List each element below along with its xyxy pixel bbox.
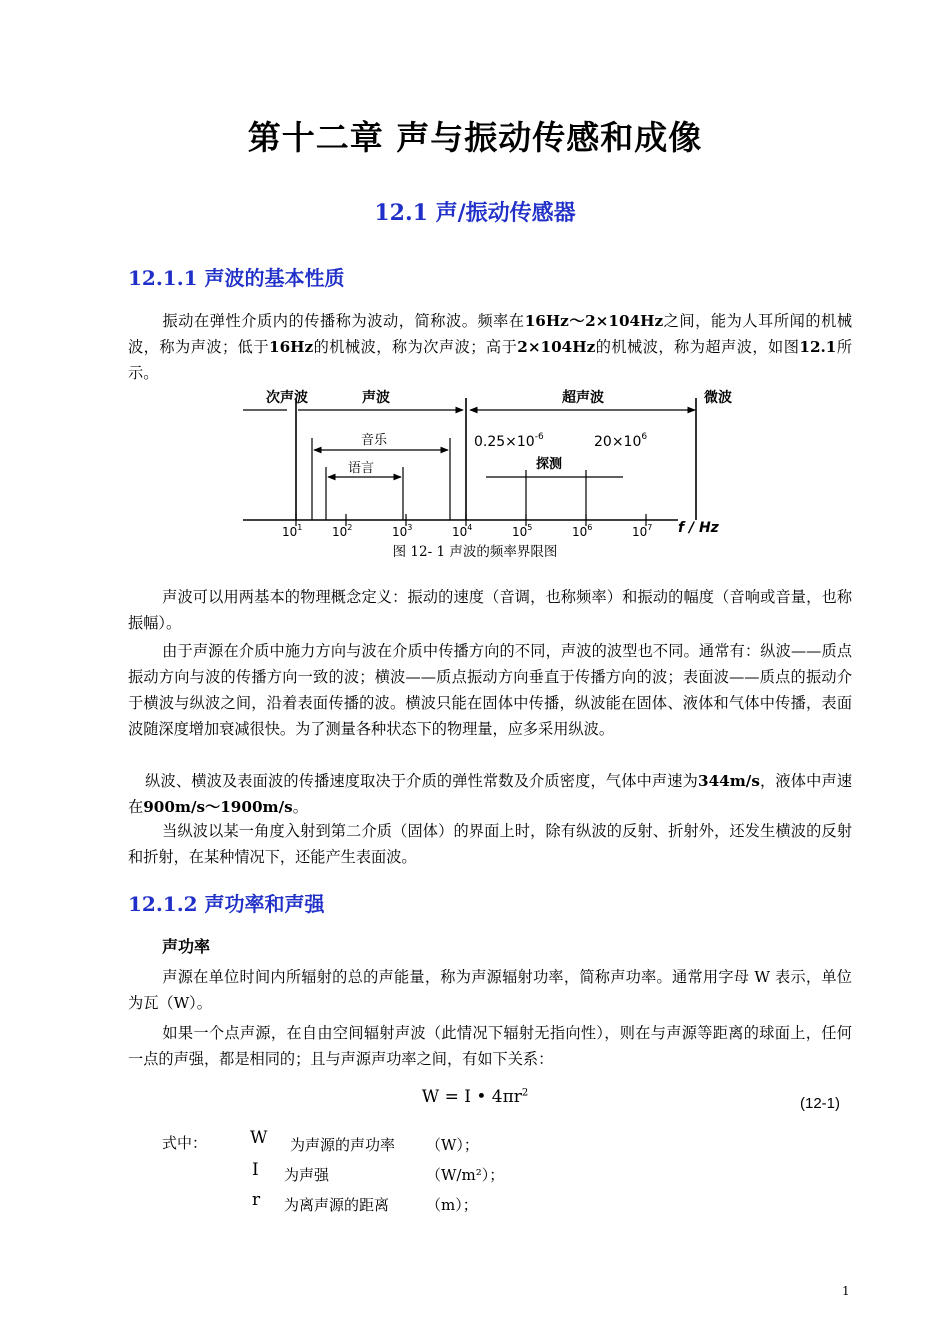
detect-upper-value: $20\times 10^6$ <box>594 432 648 450</box>
detect-lower-value: $0.25\times 10^{-6}$ <box>474 432 544 450</box>
def-symbol-r: r <box>252 1190 261 1210</box>
paragraph-3: 由于声源在介质中施力方向与波在介质中传播方向的不同，声波的波型也不同。通常有：纵波——质点振动方向与波的传播方向一致的波；横波——质点振动方向垂直于传播方向的波；表面波——质点的振动介于横波与纵波之间，沿着表面传播的波。横波只能在固体中传播，纵波能在固体、液体和气体中传播，表面波随深度增加衰减很快。为了测量各种状态下的物理量，应多采用纵波。 <box>128 642 852 738</box>
detect-label: 探测 <box>536 457 563 472</box>
where-label: 式中： <box>162 1134 208 1152</box>
def-symbol-w: W <box>250 1128 268 1148</box>
axis-tick-label: $10^2$ <box>332 523 353 539</box>
def-unit-i: （W/m²）； <box>426 1166 505 1184</box>
axis-tick-label: $10^3$ <box>392 523 413 539</box>
paragraph-5: 当纵波以某一角度入射到第二介质（固体）的界面上时，除有纵波的反射、折射外，还发生横波的反射和折射，在某种情况下，还能产生表面波。 <box>128 822 852 866</box>
formula-12-1: W = I • $4\pi r^2$ <box>421 1087 529 1107</box>
axis-tick-label: $10^7$ <box>632 523 653 539</box>
def-unit-w: （W）； <box>426 1136 479 1154</box>
chapter-title: 第十二章 声与振动传感和成像 <box>247 118 703 157</box>
music-label: 音乐 <box>361 433 388 448</box>
axis-ticks <box>282 514 652 539</box>
sound-power-heading: 声功率 <box>162 937 211 956</box>
axis-tick-label: $10^4$ <box>452 523 473 539</box>
axis-tick-label: $10^6$ <box>572 523 593 539</box>
paragraph-1: 振动在弹性介质内的传播称为波动，简称波。频率在16Hz～2×104Hz之间，能为人耳所闻的机械波，称为声波；低于16Hz的机械波，称为次声波；高于2×104Hz的机械波，称为超声波，如图12.1所示。 <box>128 312 853 382</box>
def-desc-w: 为声源的声功率 <box>290 1136 396 1154</box>
band-infrasound-label: 次声波 <box>266 390 308 406</box>
speech-label: 语言 <box>348 461 375 476</box>
subsection-title-1: 12.1.1 声波的基本性质 <box>128 266 345 290</box>
def-desc-r: 为离声源的距离 <box>284 1196 390 1214</box>
section-title: 12.1 声/振动传感器 <box>374 200 576 226</box>
band-microwave-label: 微波 <box>704 390 732 406</box>
paragraph-4: 纵波、横波及表面波的传播速度取决于介质的弹性常数及介质密度，气体中声速为344m/s，液体中声速在900m/s～1900m/s。 <box>128 772 853 816</box>
figure-caption: 图 12- 1 声波的频率界限图 <box>392 544 558 560</box>
equation-number: (12-1) <box>800 1095 841 1112</box>
band-sound-label: 声波 <box>362 390 390 406</box>
paragraph-2: 声波可以用两基本的物理概念定义：振动的速度（音调，也称频率）和振动的幅度（音响或音量，也称振幅）。 <box>128 588 852 632</box>
band-ultrasound-label: 超声波 <box>562 390 604 406</box>
axis-unit-label: f / Hz <box>678 520 719 536</box>
def-unit-r: （m）； <box>426 1196 478 1214</box>
paragraph-7: 如果一个点声源，在自由空间辐射声波（此情况下辐射无指向性），则在与声源等距离的球面上，任何一点的声强，都是相同的；且与声源声功率之间，有如下关系： <box>128 1024 852 1068</box>
axis-tick-label: $10^5$ <box>512 523 533 539</box>
def-desc-i: 为声强 <box>284 1166 330 1184</box>
page-number: 1 <box>842 1284 850 1298</box>
subsection-title-2: 12.1.2 声功率和声强 <box>128 892 325 916</box>
axis-tick-label: $10^1$ <box>282 523 303 539</box>
def-symbol-i: I <box>252 1160 259 1180</box>
paragraph-6: 声源在单位时间内所辐射的总的声能量，称为声源辐射功率，简称声功率。通常用字母 W 表示，单位为瓦（W）。 <box>128 968 852 1012</box>
frequency-range-figure <box>238 380 738 540</box>
